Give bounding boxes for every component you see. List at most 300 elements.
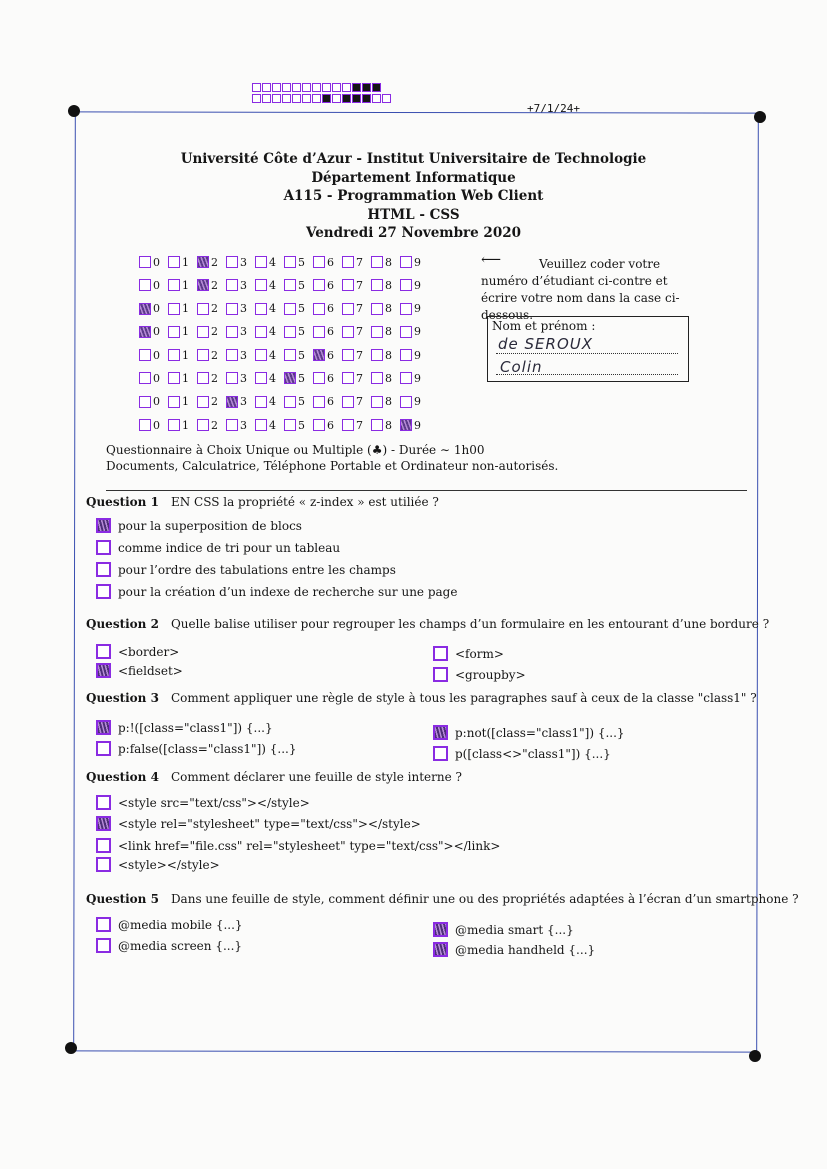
digit-label: 6 bbox=[327, 255, 334, 269]
digit-checkbox[interactable] bbox=[197, 419, 209, 431]
answer-option[interactable] bbox=[433, 646, 504, 661]
grid-cell[interactable] bbox=[197, 279, 226, 292]
digit-checkbox[interactable] bbox=[139, 349, 151, 361]
digit-label: 4 bbox=[269, 371, 276, 385]
digit-checkbox[interactable] bbox=[371, 256, 383, 268]
answer-option[interactable] bbox=[96, 838, 500, 853]
digit-checkbox[interactable] bbox=[342, 279, 354, 291]
grid-cell[interactable] bbox=[342, 279, 371, 292]
digit-checkbox[interactable] bbox=[371, 396, 383, 408]
grid-cell[interactable] bbox=[139, 256, 168, 269]
digit-checkbox[interactable] bbox=[168, 349, 180, 361]
answer-checkbox[interactable] bbox=[96, 816, 111, 831]
grid-cell[interactable] bbox=[255, 349, 284, 362]
grid-cell[interactable] bbox=[342, 325, 371, 338]
grid-cell[interactable] bbox=[400, 395, 429, 408]
question-4-prompt bbox=[86, 770, 462, 784]
digit-label: 2 bbox=[211, 348, 218, 362]
answer-checkbox[interactable] bbox=[96, 644, 111, 659]
digit-label: 2 bbox=[211, 255, 218, 269]
digit-checkbox[interactable] bbox=[371, 303, 383, 315]
grid-cell[interactable] bbox=[226, 302, 255, 315]
digit-checkbox[interactable] bbox=[284, 396, 296, 408]
grid-cell[interactable] bbox=[400, 349, 429, 362]
answer-checkbox[interactable] bbox=[433, 922, 448, 937]
header-line-1: Université Côte d’Azur - Institut Universitaire de Technologie bbox=[180, 151, 647, 167]
answer-option[interactable] bbox=[433, 725, 625, 740]
answer-option[interactable] bbox=[96, 644, 179, 659]
grid-cell[interactable] bbox=[342, 256, 371, 269]
digit-checkbox[interactable] bbox=[139, 372, 151, 384]
answer-label: <link href="file.css" rel="stylesheet" type="text/css"></link> bbox=[118, 838, 501, 853]
grid-cell[interactable] bbox=[313, 419, 342, 432]
digit-checkbox[interactable] bbox=[371, 326, 383, 338]
grid-cell[interactable] bbox=[371, 395, 400, 408]
digit-label: 1 bbox=[182, 371, 189, 385]
code-mark bbox=[322, 83, 331, 92]
answer-checkbox[interactable] bbox=[96, 720, 111, 735]
digit-checkbox[interactable] bbox=[139, 326, 151, 338]
grid-cell[interactable] bbox=[400, 325, 429, 338]
grid-cell[interactable] bbox=[400, 302, 429, 315]
header-line-4: HTML - CSS bbox=[367, 206, 460, 223]
answer-checkbox[interactable] bbox=[433, 667, 448, 682]
grid-cell[interactable] bbox=[342, 349, 371, 362]
digit-checkbox[interactable] bbox=[342, 349, 354, 361]
grid-row bbox=[139, 415, 429, 435]
digit-checkbox[interactable] bbox=[313, 256, 325, 268]
digit-checkbox[interactable] bbox=[371, 419, 383, 431]
digit-checkbox[interactable] bbox=[255, 372, 267, 384]
digit-label: 3 bbox=[240, 395, 247, 409]
digit-checkbox[interactable] bbox=[255, 279, 267, 291]
grid-cell[interactable] bbox=[255, 302, 284, 315]
code-mark bbox=[352, 83, 361, 92]
digit-label: 5 bbox=[298, 395, 305, 409]
grid-cell[interactable] bbox=[226, 349, 255, 362]
grid-cell[interactable] bbox=[284, 395, 313, 408]
grid-cell[interactable] bbox=[400, 256, 429, 269]
header-line-3: A115 - Programmation Web Client bbox=[283, 188, 544, 204]
digit-checkbox[interactable] bbox=[168, 326, 180, 338]
digit-checkbox[interactable] bbox=[371, 372, 383, 384]
answer-checkbox[interactable] bbox=[96, 518, 111, 533]
digit-label: 2 bbox=[211, 371, 218, 385]
digit-label: 7 bbox=[356, 302, 363, 316]
digit-checkbox[interactable] bbox=[197, 349, 209, 361]
answer-option[interactable] bbox=[433, 942, 595, 957]
digit-checkbox[interactable] bbox=[197, 303, 209, 315]
grid-cell[interactable] bbox=[284, 302, 313, 315]
code-mark bbox=[332, 94, 341, 103]
code-mark bbox=[312, 83, 321, 92]
grid-cell[interactable] bbox=[371, 302, 400, 315]
grid-cell[interactable] bbox=[400, 372, 429, 385]
digit-label: 7 bbox=[356, 348, 363, 362]
digit-label: 2 bbox=[211, 418, 218, 432]
question-5-prompt bbox=[86, 892, 799, 906]
grid-cell[interactable] bbox=[226, 395, 255, 408]
answer-option[interactable] bbox=[96, 816, 421, 831]
digit-checkbox[interactable] bbox=[284, 279, 296, 291]
digit-checkbox[interactable] bbox=[168, 279, 180, 291]
digit-label: 3 bbox=[240, 278, 247, 292]
answer-label: p:false([class="class1"]) {...} bbox=[118, 741, 297, 756]
answer-option[interactable] bbox=[96, 795, 310, 810]
digit-label: 3 bbox=[240, 255, 247, 269]
answer-label: <style></style> bbox=[118, 857, 220, 872]
question-3-prompt bbox=[86, 691, 757, 705]
digit-label: 1 bbox=[182, 302, 189, 316]
question-1-prompt bbox=[86, 495, 439, 509]
grid-cell[interactable] bbox=[371, 279, 400, 292]
answer-checkbox[interactable] bbox=[96, 562, 111, 577]
grid-cell[interactable] bbox=[255, 395, 284, 408]
digit-checkbox[interactable] bbox=[168, 256, 180, 268]
digit-checkbox[interactable] bbox=[168, 372, 180, 384]
answer-label: p([class<>"class1"]) {...} bbox=[455, 746, 611, 761]
digit-checkbox[interactable] bbox=[139, 396, 151, 408]
digit-label: 5 bbox=[298, 325, 305, 339]
digit-label: 1 bbox=[182, 325, 189, 339]
answer-label: <fieldset> bbox=[118, 663, 183, 678]
digit-checkbox[interactable] bbox=[226, 419, 238, 431]
digit-checkbox[interactable] bbox=[284, 372, 296, 384]
grid-cell[interactable] bbox=[168, 419, 197, 432]
grid-row bbox=[139, 392, 429, 412]
digit-checkbox[interactable] bbox=[284, 256, 296, 268]
grid-cell[interactable] bbox=[139, 419, 168, 432]
answer-option[interactable] bbox=[96, 938, 242, 953]
grid-cell[interactable] bbox=[255, 279, 284, 292]
digit-label: 5 bbox=[298, 302, 305, 316]
separator bbox=[106, 490, 747, 491]
answer-label: p:not([class="class1"]) {...} bbox=[455, 725, 625, 740]
answer-checkbox[interactable] bbox=[96, 938, 111, 953]
digit-label: 9 bbox=[414, 325, 421, 339]
grid-cell[interactable] bbox=[168, 279, 197, 292]
digit-label: 6 bbox=[327, 278, 334, 292]
digit-label: 3 bbox=[240, 371, 247, 385]
digit-checkbox[interactable] bbox=[197, 372, 209, 384]
answer-checkbox[interactable] bbox=[96, 663, 111, 678]
answer-checkbox[interactable] bbox=[433, 746, 448, 761]
answer-option[interactable] bbox=[433, 667, 526, 682]
answer-checkbox[interactable] bbox=[96, 795, 111, 810]
grid-cell[interactable] bbox=[284, 325, 313, 338]
answer-checkbox[interactable] bbox=[96, 838, 111, 853]
digit-checkbox[interactable] bbox=[226, 256, 238, 268]
corner-marker-bottom-right bbox=[749, 1050, 761, 1062]
code-mark bbox=[352, 94, 361, 103]
digit-checkbox[interactable] bbox=[313, 396, 325, 408]
digit-label: 5 bbox=[298, 255, 305, 269]
digit-checkbox[interactable] bbox=[284, 326, 296, 338]
answer-option[interactable] bbox=[96, 720, 273, 735]
digit-checkbox[interactable] bbox=[255, 419, 267, 431]
grid-cell[interactable] bbox=[342, 302, 371, 315]
grid-cell[interactable] bbox=[197, 256, 226, 269]
digit-label: 1 bbox=[182, 395, 189, 409]
digit-label: 5 bbox=[298, 371, 305, 385]
digit-checkbox[interactable] bbox=[197, 326, 209, 338]
grid-cell[interactable] bbox=[371, 349, 400, 362]
grid-cell[interactable] bbox=[197, 395, 226, 408]
answer-checkbox[interactable] bbox=[96, 584, 111, 599]
code-mark bbox=[312, 94, 321, 103]
grid-cell[interactable] bbox=[342, 372, 371, 385]
grid-cell[interactable] bbox=[255, 256, 284, 269]
digit-checkbox[interactable] bbox=[342, 256, 354, 268]
grid-cell[interactable] bbox=[371, 419, 400, 432]
answer-option[interactable] bbox=[96, 584, 457, 599]
header-line-5: Vendredi 27 Novembre 2020 bbox=[305, 225, 521, 241]
digit-checkbox[interactable] bbox=[226, 326, 238, 338]
grid-cell[interactable] bbox=[284, 279, 313, 292]
grid-cell[interactable] bbox=[284, 372, 313, 385]
grid-cell[interactable] bbox=[197, 372, 226, 385]
grid-row bbox=[139, 299, 429, 319]
answer-checkbox[interactable] bbox=[96, 917, 111, 932]
answer-option[interactable] bbox=[96, 663, 183, 678]
grid-cell[interactable] bbox=[371, 325, 400, 338]
digit-label: 7 bbox=[356, 325, 363, 339]
digit-checkbox[interactable] bbox=[371, 279, 383, 291]
grid-cell[interactable] bbox=[197, 349, 226, 362]
digit-checkbox[interactable] bbox=[400, 326, 412, 338]
digit-checkbox[interactable] bbox=[255, 349, 267, 361]
answer-label: pour la création d’un indexe de recherche sur une page bbox=[118, 584, 458, 599]
digit-checkbox[interactable] bbox=[255, 303, 267, 315]
digit-checkbox[interactable] bbox=[197, 396, 209, 408]
grid-cell[interactable] bbox=[342, 419, 371, 432]
code-mark bbox=[272, 83, 281, 92]
grid-cell[interactable] bbox=[226, 419, 255, 432]
digit-checkbox[interactable] bbox=[255, 326, 267, 338]
grid-cell[interactable] bbox=[371, 256, 400, 269]
digit-label: 0 bbox=[153, 255, 160, 269]
digit-label: 0 bbox=[153, 302, 160, 316]
grid-cell[interactable] bbox=[139, 349, 168, 362]
digit-checkbox[interactable] bbox=[284, 419, 296, 431]
grid-cell[interactable] bbox=[255, 419, 284, 432]
digit-checkbox[interactable] bbox=[400, 256, 412, 268]
grid-cell[interactable] bbox=[284, 256, 313, 269]
grid-cell[interactable] bbox=[139, 395, 168, 408]
digit-checkbox[interactable] bbox=[371, 349, 383, 361]
grid-cell[interactable] bbox=[168, 302, 197, 315]
digit-label: 8 bbox=[385, 418, 392, 432]
grid-cell[interactable] bbox=[342, 395, 371, 408]
digit-checkbox[interactable] bbox=[313, 279, 325, 291]
question-2-prompt bbox=[86, 617, 769, 631]
grid-cell[interactable] bbox=[284, 349, 313, 362]
digit-checkbox[interactable] bbox=[400, 372, 412, 384]
digit-checkbox[interactable] bbox=[226, 279, 238, 291]
grid-cell[interactable] bbox=[400, 279, 429, 292]
digit-checkbox[interactable] bbox=[313, 303, 325, 315]
code-mark bbox=[302, 83, 311, 92]
digit-checkbox[interactable] bbox=[284, 349, 296, 361]
digit-checkbox[interactable] bbox=[313, 326, 325, 338]
grid-cell[interactable] bbox=[197, 325, 226, 338]
digit-label: 9 bbox=[414, 278, 421, 292]
instructions-text: Veuillez coder votre numéro d’étudiant ci-contre et écrire votre nom dans la case ci-dessous. bbox=[481, 257, 680, 322]
digit-checkbox[interactable] bbox=[139, 303, 151, 315]
digit-label: 1 bbox=[182, 255, 189, 269]
grid-cell[interactable] bbox=[255, 372, 284, 385]
grid-cell[interactable] bbox=[168, 395, 197, 408]
digit-label: 5 bbox=[298, 348, 305, 362]
digit-checkbox[interactable] bbox=[313, 372, 325, 384]
digit-checkbox[interactable] bbox=[342, 326, 354, 338]
grid-cell[interactable] bbox=[139, 372, 168, 385]
digit-checkbox[interactable] bbox=[400, 349, 412, 361]
barcode-marks bbox=[252, 83, 391, 105]
digit-checkbox[interactable] bbox=[226, 303, 238, 315]
digit-label: 4 bbox=[269, 348, 276, 362]
corner-marker-bottom-left bbox=[65, 1042, 77, 1054]
answer-option[interactable] bbox=[96, 540, 340, 555]
digit-label: 9 bbox=[414, 395, 421, 409]
answer-option[interactable] bbox=[96, 741, 296, 756]
digit-label: 3 bbox=[240, 325, 247, 339]
answer-checkbox[interactable] bbox=[96, 857, 111, 872]
grid-cell[interactable] bbox=[139, 325, 168, 338]
digit-checkbox[interactable] bbox=[139, 279, 151, 291]
digit-label: 8 bbox=[385, 278, 392, 292]
answer-label: @media screen {...} bbox=[118, 938, 243, 953]
question-text: EN CSS la propriété « z-index » est utiliée ? bbox=[170, 495, 439, 509]
question-label: Question 1 bbox=[86, 495, 159, 509]
answer-option[interactable] bbox=[96, 917, 243, 932]
grid-cell[interactable] bbox=[255, 325, 284, 338]
answer-option[interactable] bbox=[433, 746, 611, 761]
grid-cell[interactable] bbox=[400, 419, 429, 432]
handwritten-first-name: Colin bbox=[500, 358, 543, 376]
grid-cell[interactable] bbox=[226, 325, 255, 338]
digit-label: 0 bbox=[153, 278, 160, 292]
grid-cell[interactable] bbox=[139, 302, 168, 315]
answer-option[interactable] bbox=[96, 562, 396, 577]
digit-label: 9 bbox=[414, 302, 421, 316]
grid-cell[interactable] bbox=[168, 372, 197, 385]
grid-cell[interactable] bbox=[313, 302, 342, 315]
grid-cell[interactable] bbox=[139, 279, 168, 292]
digit-checkbox[interactable] bbox=[400, 303, 412, 315]
grid-cell[interactable] bbox=[168, 349, 197, 362]
digit-checkbox[interactable] bbox=[342, 303, 354, 315]
digit-checkbox[interactable] bbox=[342, 372, 354, 384]
grid-row bbox=[139, 322, 429, 342]
digit-checkbox[interactable] bbox=[255, 256, 267, 268]
digit-checkbox[interactable] bbox=[400, 396, 412, 408]
digit-checkbox[interactable] bbox=[400, 419, 412, 431]
digit-checkbox[interactable] bbox=[255, 396, 267, 408]
digit-label: 6 bbox=[327, 348, 334, 362]
grid-cell[interactable] bbox=[313, 372, 342, 385]
grid-cell[interactable] bbox=[313, 349, 342, 362]
question-label: Question 2 bbox=[86, 617, 159, 631]
answer-checkbox[interactable] bbox=[96, 540, 111, 555]
digit-checkbox[interactable] bbox=[342, 396, 354, 408]
grid-cell[interactable] bbox=[313, 256, 342, 269]
question-text: Dans une feuille de style, comment définir une ou des propriétés adaptées à l’écran d’un smartphone ? bbox=[170, 892, 799, 906]
grid-cell[interactable] bbox=[313, 395, 342, 408]
digit-checkbox[interactable] bbox=[284, 303, 296, 315]
code-mark bbox=[292, 94, 301, 103]
grid-cell[interactable] bbox=[168, 325, 197, 338]
answer-label: <style src="text/css"></style> bbox=[118, 795, 310, 810]
digit-checkbox[interactable] bbox=[139, 256, 151, 268]
code-mark bbox=[282, 83, 291, 92]
digit-label: 8 bbox=[385, 395, 392, 409]
answer-checkbox[interactable] bbox=[433, 942, 448, 957]
code-mark bbox=[362, 83, 371, 92]
digit-label: 6 bbox=[327, 418, 334, 432]
grid-cell[interactable] bbox=[197, 302, 226, 315]
code-mark bbox=[362, 94, 371, 103]
answer-option[interactable] bbox=[96, 518, 302, 533]
question-text: Comment appliquer une règle de style à tous les paragraphes sauf à ceux de la classe "class1" ? bbox=[170, 691, 757, 705]
answer-checkbox[interactable] bbox=[433, 725, 448, 740]
grid-cell[interactable] bbox=[371, 372, 400, 385]
digit-checkbox[interactable] bbox=[400, 279, 412, 291]
digit-checkbox[interactable] bbox=[313, 419, 325, 431]
digit-checkbox[interactable] bbox=[168, 419, 180, 431]
digit-label: 4 bbox=[269, 255, 276, 269]
digit-label: 3 bbox=[240, 302, 247, 316]
digit-checkbox[interactable] bbox=[168, 303, 180, 315]
digit-checkbox[interactable] bbox=[313, 349, 325, 361]
digit-label: 4 bbox=[269, 278, 276, 292]
digit-label: 6 bbox=[327, 325, 334, 339]
digit-label: 1 bbox=[182, 348, 189, 362]
answer-option[interactable] bbox=[433, 922, 574, 937]
page-number: +7/1/24+ bbox=[527, 102, 580, 115]
answer-checkbox[interactable] bbox=[96, 741, 111, 756]
digit-checkbox[interactable] bbox=[197, 256, 209, 268]
grid-cell[interactable] bbox=[226, 372, 255, 385]
digit-checkbox[interactable] bbox=[168, 396, 180, 408]
answer-option[interactable] bbox=[96, 857, 220, 872]
grid-cell[interactable] bbox=[284, 419, 313, 432]
digit-checkbox[interactable] bbox=[226, 349, 238, 361]
corner-marker-top-right bbox=[754, 111, 766, 123]
digit-checkbox[interactable] bbox=[226, 396, 238, 408]
code-mark bbox=[372, 94, 381, 103]
grid-cell[interactable] bbox=[313, 325, 342, 338]
header-line-2: Département Informatique bbox=[311, 169, 516, 186]
digit-checkbox[interactable] bbox=[197, 279, 209, 291]
answer-label: @media smart {...} bbox=[455, 922, 574, 937]
digit-label: 7 bbox=[356, 278, 363, 292]
code-mark bbox=[332, 83, 341, 92]
digit-label: 8 bbox=[385, 302, 392, 316]
grid-cell[interactable] bbox=[226, 256, 255, 269]
grid-cell[interactable] bbox=[226, 279, 255, 292]
answer-checkbox[interactable] bbox=[433, 646, 448, 661]
digit-checkbox[interactable] bbox=[226, 372, 238, 384]
grid-cell[interactable] bbox=[313, 279, 342, 292]
grid-cell[interactable] bbox=[168, 256, 197, 269]
grid-cell[interactable] bbox=[197, 419, 226, 432]
answer-label: pour la superposition de blocs bbox=[118, 518, 302, 533]
digit-label: 5 bbox=[298, 278, 305, 292]
digit-checkbox[interactable] bbox=[342, 419, 354, 431]
code-mark bbox=[252, 94, 261, 103]
digit-checkbox[interactable] bbox=[139, 419, 151, 431]
